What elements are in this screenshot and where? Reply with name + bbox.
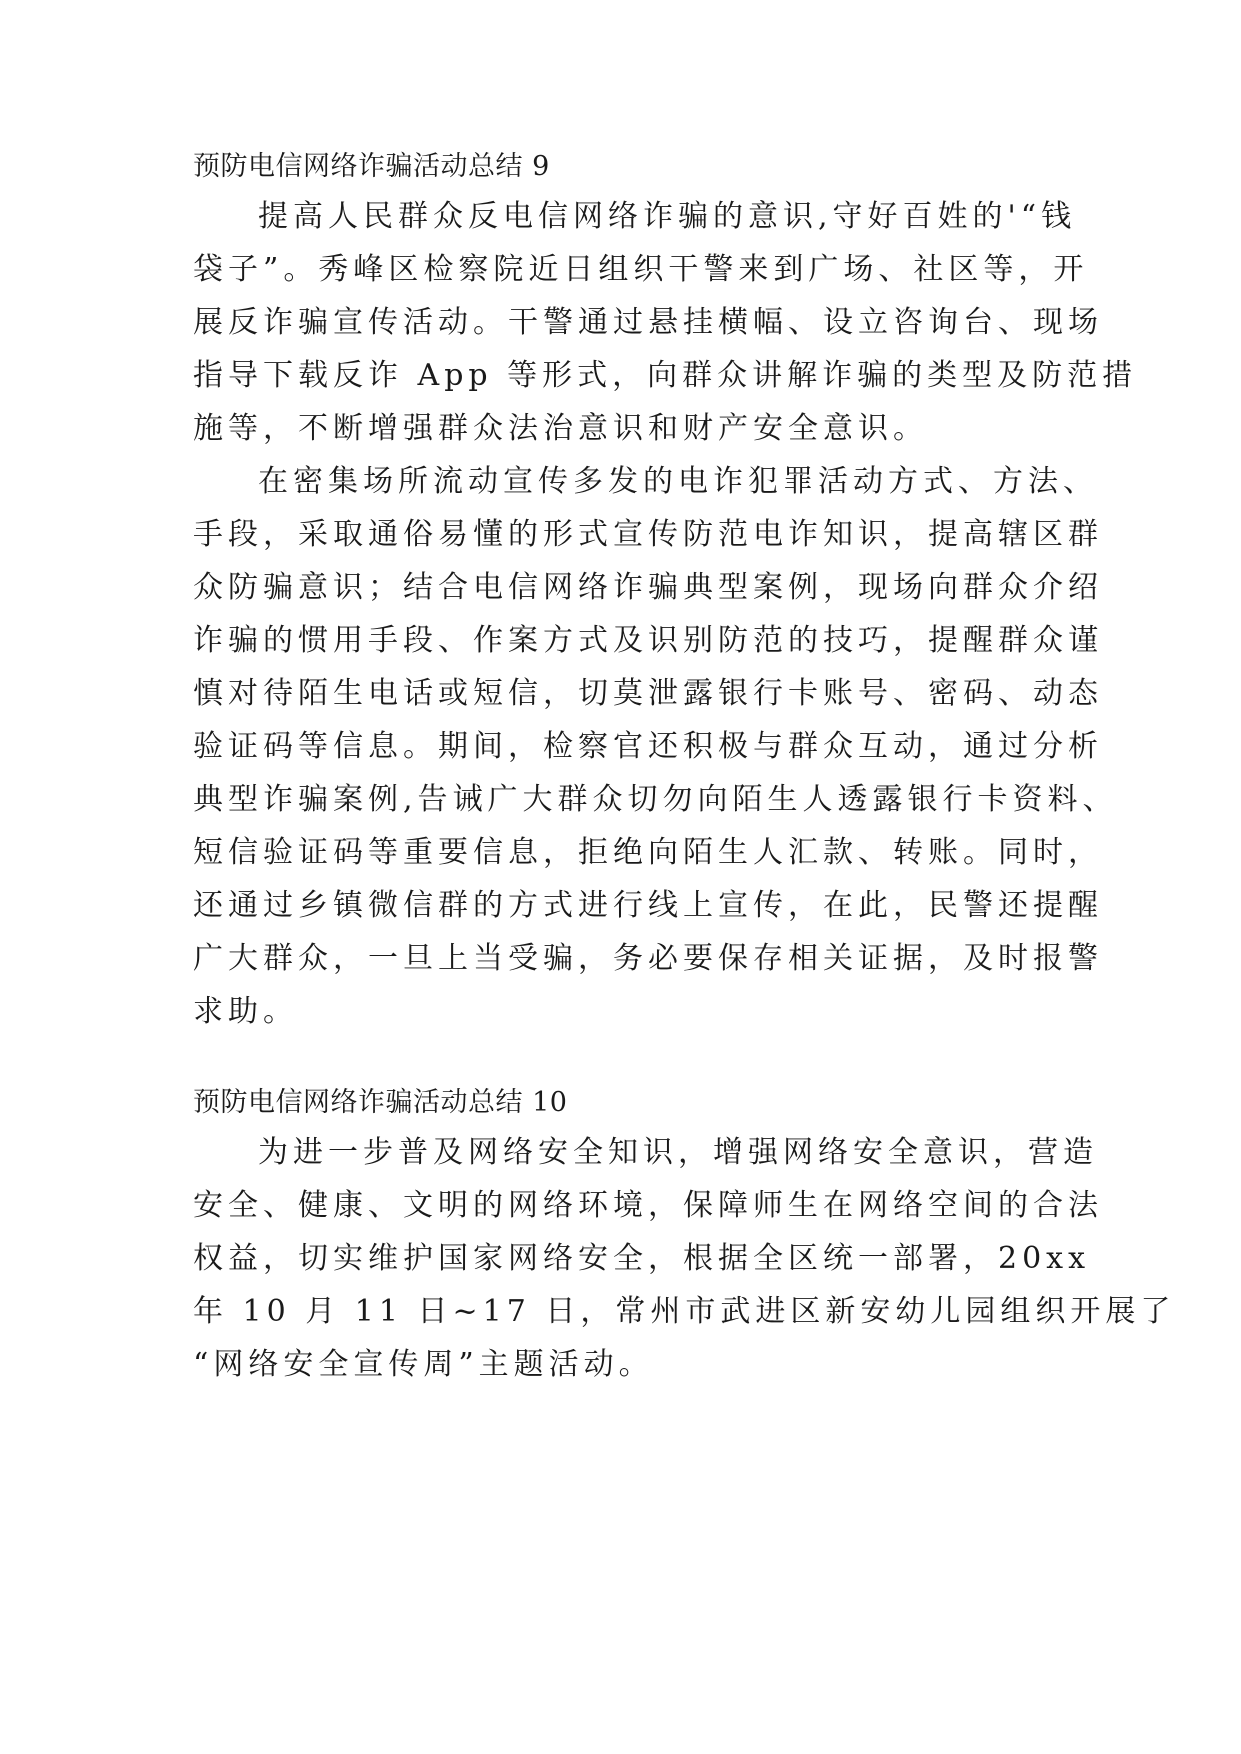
- paragraph-line: 还通过乡镇微信群的方式进行线上宣传，在此，民警还提醒: [193, 888, 1103, 923]
- paragraph-line: 展反诈骗宣传活动。干警通过悬挂横幅、设立咨询台、现场: [193, 305, 1103, 340]
- paragraph-line: 安全、健康、文明的网络环境，保障师生在网络空间的合法: [193, 1188, 1103, 1223]
- paragraph-line: 提高人民群众反电信网络诈骗的意识,守好百姓的'“钱: [258, 199, 1077, 234]
- paragraph-line: 手段，采取通俗易懂的形式宣传防范电诈知识，提高辖区群: [193, 517, 1103, 552]
- section-title: 预防电信网络诈骗活动总结 10: [193, 1087, 568, 1118]
- paragraph-line: 短信验证码等重要信息，拒绝向陌生人汇款、转账。同时，: [193, 835, 1103, 870]
- paragraph-line: “网络安全宣传周”主题活动。: [193, 1347, 654, 1382]
- paragraph-line: 为进一步普及网络安全知识，增强网络安全意识，营造: [258, 1135, 1098, 1170]
- paragraph-line: 众防骗意识；结合电信网络诈骗典型案例，现场向群众介绍: [193, 570, 1103, 605]
- paragraph-line: 权益，切实维护国家网络安全，根据全区统一部署，20xx: [193, 1241, 1091, 1276]
- paragraph-line: 在密集场所流动宣传多发的电诈犯罪活动方式、方法、: [258, 464, 1098, 499]
- paragraph-line: 施等，不断增强群众法治意识和财产安全意识。: [193, 411, 928, 446]
- paragraph-line: 广大群众，一旦上当受骗，务必要保存相关证据，及时报警: [193, 941, 1103, 976]
- paragraph-line: 年 10 月 11 日~17 日，常州市武进区新安幼儿园组织开展了: [193, 1294, 1176, 1329]
- section-title: 预防电信网络诈骗活动总结 9: [193, 151, 550, 182]
- paragraph-line: 求助。: [193, 994, 298, 1029]
- paragraph-line: 验证码等信息。期间，检察官还积极与群众互动，通过分析: [193, 729, 1103, 764]
- paragraph-line: 典型诈骗案例,告诫广大群众切勿向陌生人透露银行卡资料、: [193, 782, 1118, 817]
- paragraph-line: 袋子”。秀峰区检察院近日组织干警来到广场、社区等，开: [193, 252, 1089, 287]
- paragraph-line: 慎对待陌生电话或短信，切莫泄露银行卡账号、密码、动态: [193, 676, 1103, 711]
- paragraph-line: 诈骗的惯用手段、作案方式及识别防范的技巧，提醒群众谨: [193, 623, 1103, 658]
- paragraph-line: 指导下载反诈 App 等形式，向群众讲解诈骗的类型及防范措: [193, 358, 1138, 393]
